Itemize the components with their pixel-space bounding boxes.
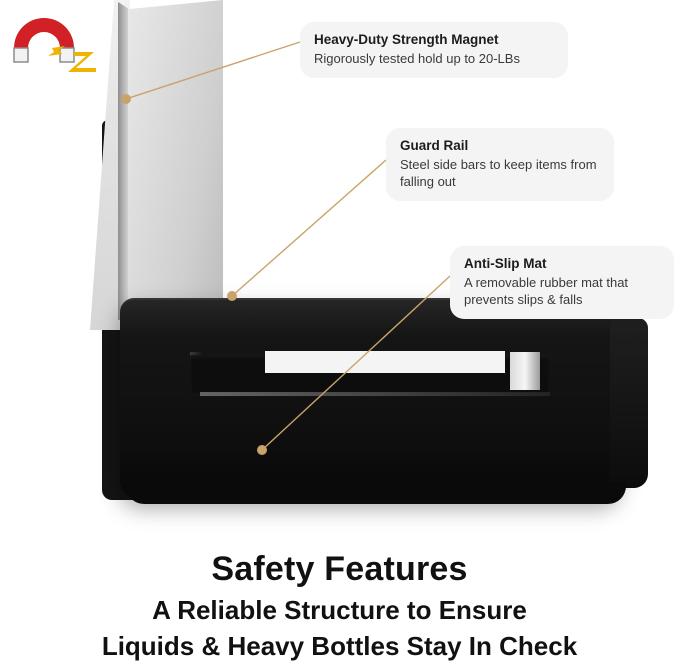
magnet-backplate-edge xyxy=(118,2,128,320)
anti-slip-mat-highlight xyxy=(265,351,505,373)
callout-guard-rail xyxy=(386,128,614,201)
callout-heavy-duty-magnet xyxy=(300,22,568,78)
tray-side-panel xyxy=(610,318,648,488)
magnet-backplate xyxy=(123,0,223,320)
caption-block xyxy=(0,548,679,662)
callout-description: Steel side bars to keep items from falling out xyxy=(400,157,597,189)
callout-description: A removable rubber mat that prevents slips & falls xyxy=(464,275,629,307)
callout-title: Guard Rail xyxy=(400,138,469,153)
tray-slot-underline xyxy=(200,392,550,396)
callout-title: Heavy-Duty Strength Magnet xyxy=(314,32,499,47)
callout-title: Anti-Slip Mat xyxy=(464,256,547,271)
tray-body xyxy=(120,300,620,500)
callout-description: Rigorously tested hold up to 20-LBs xyxy=(314,51,520,66)
magnet-logo xyxy=(8,8,118,78)
tray-base xyxy=(126,482,626,504)
caption-subline-1: A Reliable Structure to Ensure xyxy=(152,595,527,625)
magnet-icon xyxy=(14,18,96,72)
tray-slot-reflection xyxy=(510,352,540,390)
caption-subline-2: Liquids & Heavy Bottles Stay In Check xyxy=(101,631,578,661)
caption-heading: Safety Features xyxy=(211,550,468,588)
callout-anti-slip-mat xyxy=(450,246,674,319)
